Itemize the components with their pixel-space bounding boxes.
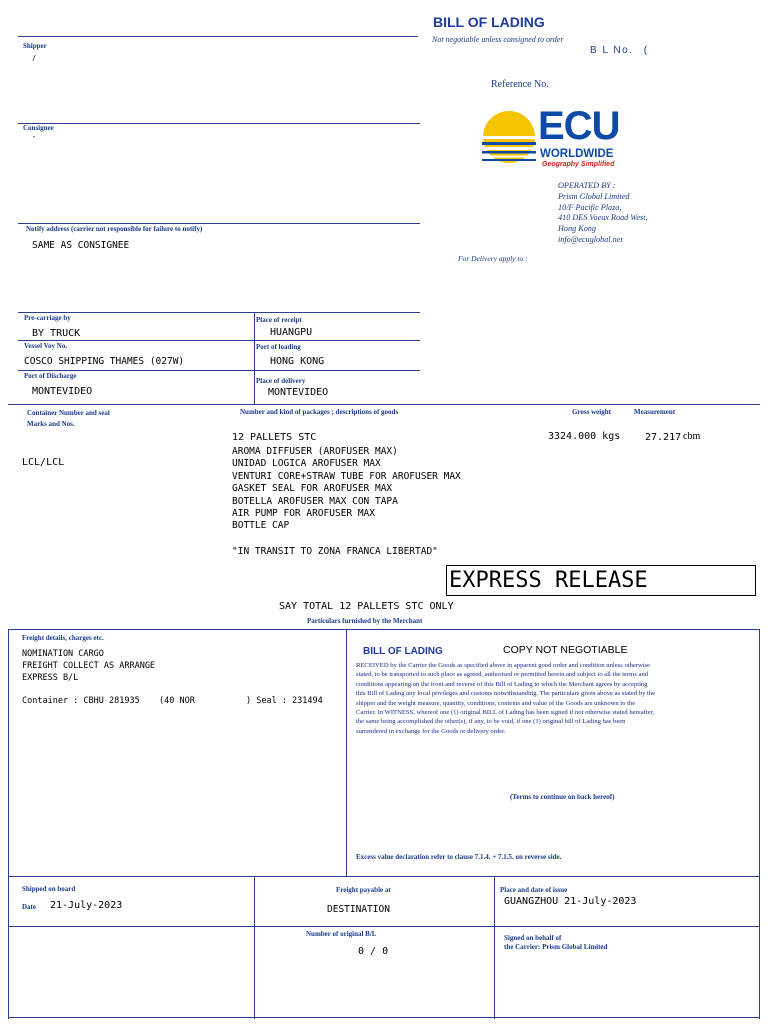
- packages-label: Number and kind of packages ; descriptions of goods: [240, 408, 399, 416]
- bl-number-value: (: [643, 45, 649, 56]
- originals-label: Number of original B/L: [306, 930, 377, 938]
- divider: [8, 629, 760, 630]
- signed-label: Signed on behalf of: [504, 934, 562, 942]
- say-total: SAY TOTAL 12 PALLETS STC ONLY: [279, 601, 454, 612]
- description-line: VENTURI CORE+STRAW TUBE FOR AROFUSER MAX: [232, 470, 461, 482]
- terms-title: BILL OF LADING: [363, 646, 443, 657]
- port-loading-value: HONG KONG: [270, 356, 325, 367]
- logo-brand: ECU: [538, 104, 620, 148]
- container-type: (40 NOR: [159, 696, 195, 706]
- date-label: Date: [22, 903, 36, 911]
- pre-carriage-value: BY TRUCK: [32, 328, 81, 339]
- shipper-value: /: [32, 54, 37, 62]
- description-line: AIR PUMP FOR AROFUSER MAX: [232, 507, 375, 519]
- bl-number-label: B L No.: [590, 45, 634, 56]
- excess-value-note: Excess value declaration refer to clause 7.1.4. + 7.1.5. on reverse side.: [356, 853, 562, 861]
- operator-email: info@ecuglobal.net: [558, 234, 623, 244]
- particulars-note: Particulars furnished by the Merchant: [307, 617, 423, 625]
- operator-line: Prism Global Limited: [558, 191, 630, 201]
- measurement-unit: cbm: [683, 431, 701, 442]
- notify-value: SAME AS CONSIGNEE: [32, 240, 130, 251]
- description-line: BOTELLA AROFUSER MAX CON TAPA: [232, 495, 398, 507]
- shipped-on-board-label: Shipped on board: [22, 885, 76, 893]
- place-receipt-value: HUANGPU: [270, 327, 313, 338]
- container-seal: ) Seal : 231494: [246, 696, 323, 706]
- copy-not-negotiable: COPY NOT NEGOTIABLE: [503, 644, 628, 656]
- shipped-date: 21-July-2023: [50, 900, 123, 911]
- divider: [18, 340, 420, 341]
- gross-weight-label: Gross weight: [572, 408, 611, 416]
- description-line: UNIDAD LOGICA AROFUSER MAX: [232, 458, 381, 470]
- delivery-apply-label: For Delivery apply to :: [458, 254, 528, 263]
- port-discharge-label: Port of Discharge: [24, 372, 77, 380]
- divider: [8, 629, 9, 1019]
- gross-weight-value: 3324.000 kgs: [548, 431, 621, 442]
- divider: [494, 876, 495, 1019]
- vessel-label: Vessel Voy No.: [24, 342, 68, 350]
- divider: [254, 876, 255, 1019]
- consignee-value: -: [32, 133, 37, 141]
- place-delivery-value: MONTEVIDEO: [268, 387, 329, 398]
- express-release-stamp: [446, 565, 756, 596]
- consignee-label: Consignee: [23, 124, 54, 132]
- freight-line: FREIGHT COLLECT AS ARRANGE: [22, 661, 156, 671]
- description-line: BOTTLE CAP: [232, 520, 290, 532]
- express-release-text: EXPRESS RELEASE: [449, 568, 648, 593]
- divider: [8, 404, 760, 405]
- vessel-value: COSCO SHIPPING THAMES (027W): [24, 356, 185, 367]
- marks-label: Marks and Nos.: [27, 420, 75, 428]
- document-title: BILL OF LADING: [433, 14, 545, 30]
- divider: [18, 36, 418, 37]
- logo-tagline: Geography Simplified: [542, 161, 615, 168]
- measurement-label: Measurement: [634, 408, 676, 416]
- container-line: [22, 696, 344, 706]
- originals-value: 0 / 0: [358, 946, 389, 957]
- place-delivery-label: Place of delivery: [256, 377, 306, 385]
- logo-brand-2: WORLDWIDE: [540, 148, 614, 160]
- freight-line: EXPRESS B/L: [22, 673, 79, 683]
- divider: [8, 876, 760, 877]
- port-loading-label: Port of loading: [256, 343, 301, 351]
- operator-line: 410 DES Voeux Road West,: [558, 213, 648, 223]
- freight-line: NOMINATION CARGO: [22, 649, 104, 659]
- freight-payable-label: Freight payable at: [336, 886, 391, 894]
- divider: [18, 123, 420, 124]
- divider: [759, 629, 760, 1019]
- freight-details-label: Freight details, charges etc.: [22, 634, 104, 642]
- document-subtitle: Not negotiable unless consigned to order: [432, 35, 564, 44]
- notify-label: Notify address (carrier not responsible for failure to notify): [26, 225, 203, 233]
- divider: [18, 312, 420, 313]
- terms-continue: (Terms to continue on back hereof): [510, 793, 615, 801]
- freight-payable-value: DESTINATION: [327, 904, 390, 915]
- divider: [346, 629, 347, 876]
- divider: [8, 1017, 760, 1018]
- reference-label: Reference No.: [491, 79, 549, 90]
- divider: [18, 370, 420, 371]
- description-line: GASKET SEAL FOR AROFUSER MAX: [232, 483, 393, 495]
- description-line: AROMA DIFFUSER (AROFUSER MAX): [232, 446, 398, 457]
- port-discharge-value: MONTEVIDEO: [32, 386, 93, 397]
- marks-value: LCL/LCL: [22, 457, 65, 468]
- issue-place-date-value: GUANGZHOU 21-July-2023: [504, 896, 637, 907]
- shipper-label: Shipper: [23, 42, 47, 50]
- place-receipt-label: Place of receipt: [256, 316, 302, 324]
- container-seal-label: Container Number and seal: [27, 409, 110, 417]
- goods-description: [232, 446, 461, 533]
- operator-line: OPERATED BY :: [558, 181, 616, 190]
- operator-block: [558, 181, 648, 246]
- measurement-value: 27.217: [645, 432, 682, 443]
- bl-number: [590, 45, 649, 56]
- terms-body: RECEIVED by the Carrier the Goods as specified above in apparent good order and condition unless otherwise stated, to be transported to such place as agreed, authorised or permitted herein and subject to all the terms and conditions appearing on the front and reverse of this Bill of Lading to which the Merchant agrees by accepting this Bill of Lading any local privileges and customs notwithstanding. The particulars given above as stated by the shipper and the weight measure, quantity, conditions, contents and value of the Goods are unknown to the Carrier. In WITNESS, whereof one (1) original BILL of Lading has been signed if not otherwise stated hereafter, the same being accomplished the other(s), if any, to be void, if one (1) original bill of Lading has been surrendered in exchange for the Goods or delivery order.: [356, 662, 656, 735]
- operator-line: Hong Kong: [558, 224, 596, 234]
- issue-place-date-label: Place and date of issue: [500, 886, 568, 894]
- divider: [254, 312, 255, 404]
- signed-by: the Carrier: Prism Global Limited: [504, 943, 608, 951]
- divider: [8, 926, 760, 927]
- operator-line: 10/F Pacific Plaza,: [558, 202, 622, 212]
- ecu-worldwide-logo: [482, 104, 632, 172]
- transit-note: "IN TRANSIT TO ZONA FRANCA LIBERTAD": [232, 546, 438, 557]
- container-number: Container : CBHU 281935: [22, 696, 140, 706]
- pre-carriage-label: Pre-carriage by: [24, 314, 71, 322]
- packages-value: 12 PALLETS STC: [232, 432, 317, 443]
- freight-details: [22, 648, 155, 684]
